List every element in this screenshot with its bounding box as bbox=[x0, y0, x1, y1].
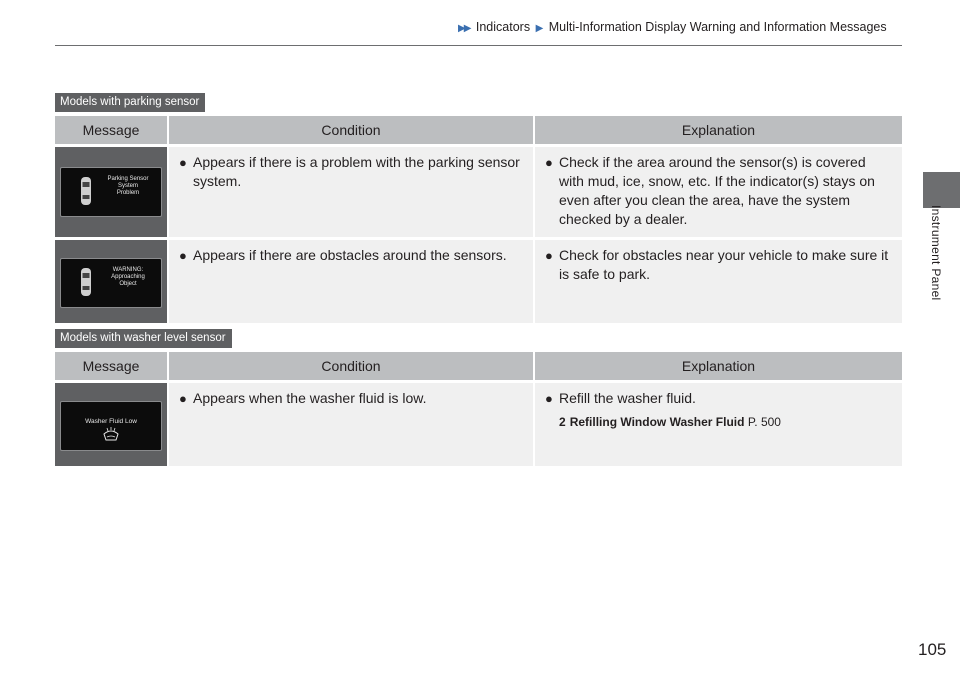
condition-cell: ● Appears if there is a problem with the parking sensor system. bbox=[169, 144, 535, 237]
display-text: Washer Fluid Low bbox=[85, 418, 137, 425]
message-image-cell bbox=[55, 144, 169, 237]
condition-cell: ● Appears if there are obstacles around the sensors. bbox=[169, 237, 535, 323]
header-divider bbox=[55, 45, 902, 46]
washer-fluid-icon bbox=[102, 426, 120, 442]
washer-fluid-low-display bbox=[60, 401, 162, 451]
bullet-icon: ● bbox=[545, 155, 553, 170]
column-header-condition: Condition bbox=[169, 352, 535, 380]
car-top-view-icon bbox=[79, 267, 93, 297]
breadcrumb-arrow-icon: ▶▶ bbox=[458, 23, 470, 34]
parking-sensor-problem-display bbox=[60, 167, 162, 217]
chapter-tab-marker bbox=[923, 172, 960, 208]
message-image-cell bbox=[55, 237, 169, 323]
chapter-side-label: Instrument Panel bbox=[929, 205, 943, 301]
table-header-row bbox=[55, 116, 902, 144]
display-text: WARNING: Approaching Object bbox=[111, 267, 145, 287]
column-header-message: Message bbox=[55, 116, 169, 144]
car-top-view-icon bbox=[79, 176, 93, 206]
page-number: 105 bbox=[918, 640, 947, 659]
column-header-condition: Condition bbox=[169, 116, 535, 144]
parking-sensor-message-table bbox=[55, 116, 902, 323]
message-image-cell bbox=[55, 380, 169, 466]
bullet-icon: ● bbox=[545, 248, 553, 263]
cross-reference-icon: 2 bbox=[559, 415, 566, 429]
column-header-message: Message bbox=[55, 352, 169, 380]
table-header-row bbox=[55, 352, 902, 380]
column-header-explanation: Explanation bbox=[535, 116, 902, 144]
column-header-explanation: Explanation bbox=[535, 352, 902, 380]
breadcrumb-current-page: Multi-Information Display Warning and Information Messages bbox=[548, 20, 887, 34]
section-tag-parking-sensor: Models with parking sensor bbox=[55, 93, 205, 112]
table-row bbox=[55, 237, 902, 323]
table-row bbox=[55, 144, 902, 237]
bullet-icon: ● bbox=[179, 391, 187, 406]
approaching-object-warning-display bbox=[60, 258, 162, 308]
explanation-cell: ● Refill the washer fluid. 2 Refilling Window Washer Fluid P. 500 bbox=[535, 380, 902, 466]
explanation-cell: ● Check if the area around the sensor(s) is covered with mud, ice, snow, etc. If the indicator(s) stays on even after you clean the area, have the system checked by a dealer. bbox=[535, 144, 902, 237]
bullet-icon: ● bbox=[179, 248, 187, 263]
bullet-icon: ● bbox=[545, 391, 553, 406]
condition-cell: ● Appears when the washer fluid is low. bbox=[169, 380, 535, 466]
display-text: Parking Sensor System Problem bbox=[107, 176, 149, 196]
explanation-cell: ● Check for obstacles near your vehicle to make sure it is safe to park. bbox=[535, 237, 902, 323]
breadcrumb-separator-icon: ▶ bbox=[535, 23, 544, 34]
table-row bbox=[55, 380, 902, 466]
section-tag-washer-level-sensor: Models with washer level sensor bbox=[55, 329, 232, 348]
cross-reference-link[interactable]: 2 Refilling Window Washer Fluid P. 500 bbox=[559, 415, 781, 429]
breadcrumb-link-indicators[interactable]: Indicators bbox=[475, 20, 531, 34]
bullet-icon: ● bbox=[179, 155, 187, 170]
washer-level-message-table bbox=[55, 352, 902, 466]
breadcrumb bbox=[458, 20, 887, 34]
